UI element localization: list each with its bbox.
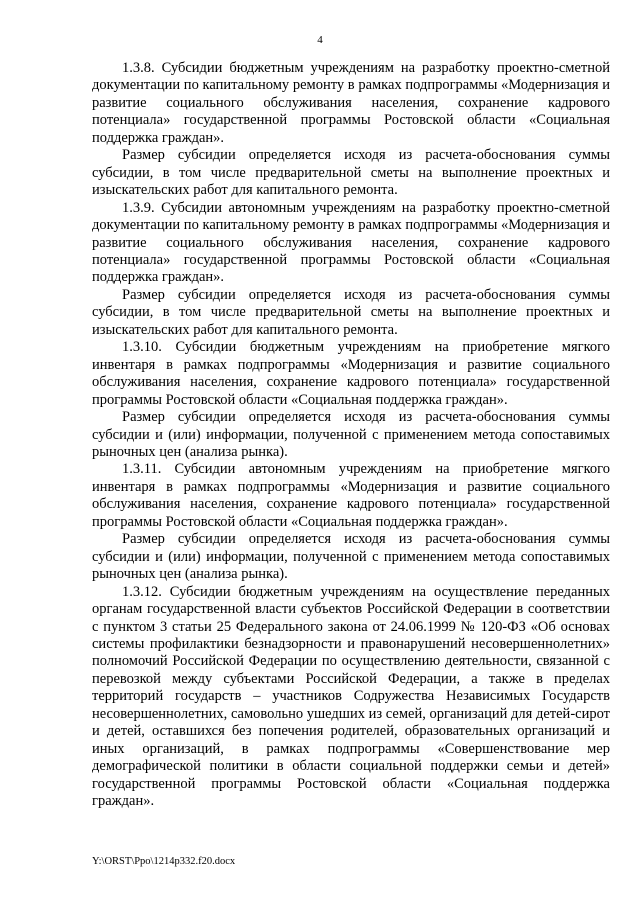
paragraph-1-3-11-subsidy-size: Размер субсидии определяется исходя из расчета-обоснования суммы субсидии и (или) информации, полученной с применением метода сопоставимых рыночных цен (анализа рынка). bbox=[92, 531, 610, 583]
document-body bbox=[92, 60, 610, 810]
paragraph-1-3-8: 1.3.8. Субсидии бюджетным учреждениям на разработку проектно-сметной документации по капитальному ремонту в рамках подпрограммы «Модернизация и развитие социального обслуживания населения, сохранение кадрового потенциала» государственной программы Ростовской области «Социальная поддержка граждан». bbox=[92, 60, 610, 146]
page-number: 4 bbox=[317, 34, 323, 46]
paragraph-1-3-8-subsidy-size: Размер субсидии определяется исходя из расчета-обоснования суммы субсидии, в том числе предварительной сметы на выполнение проектных и изыскательских работ для капитального ремонта. bbox=[92, 147, 610, 199]
paragraph-1-3-12: 1.3.12. Субсидии бюджетным учреждениям на осуществление переданных органам государственной власти субъектов Российской Федерации в соответствии с пунктом 3 статьи 25 Федерального закона от 24.06.1999 № 120-ФЗ «Об основах системы профилактики безнадзорности и правонарушений несовершеннолетних» полномочий Российской Федерации по осуществлению деятельности, связанной с перевозкой между субъектами Российской Федерации, а также в пределах территорий государств – участников Содружества Независимых Государств несовершеннолетних, самовольно ушедших из семей, организаций для детей-сирот и детей, оставшихся без попечения родителей, образовательных организаций и иных организаций, в рамках подпрограммы «Совершенствование мер демографической политики в области социальной поддержки семьи и детей» государственной программы Ростовской области «Социальная поддержка граждан». bbox=[92, 583, 610, 810]
paragraph-1-3-10: 1.3.10. Субсидии бюджетным учреждениям на приобретение мягкого инвентаря в рамках подпрограммы «Модернизация и развитие социального обслуживания населения, сохранение кадрового потенциала» государственной программы Ростовской области «Социальная поддержка граждан». bbox=[92, 339, 610, 408]
paragraph-1-3-9: 1.3.9. Субсидии автономным учреждениям на разработку проектно-сметной документации по капитальному ремонту в рамках подпрограммы «Модернизация и развитие социального обслуживания населения, сохранение кадрового потенциала» государственной программы Ростовской области «Социальная поддержка граждан». bbox=[92, 199, 610, 286]
paragraph-1-3-11: 1.3.11. Субсидии автономным учреждениям на приобретение мягкого инвентаря в рамках подпрограммы «Модернизация и развитие социального обслуживания населения, сохранение кадрового потенциала» государственной программы Ростовской области «Социальная поддержка граждан». bbox=[92, 461, 610, 530]
footer-file-path: Y:\ORST\Ppo\1214p332.f20.docx bbox=[92, 856, 236, 867]
paragraph-1-3-9-subsidy-size: Размер субсидии определяется исходя из расчета-обоснования суммы субсидии, в том числе предварительной сметы на выполнение проектных и изыскательских работ для капитального ремонта. bbox=[92, 286, 610, 338]
paragraph-1-3-10-subsidy-size: Размер субсидии определяется исходя из расчета-обоснования суммы субсидии и (или) информации, полученной с применением метода сопоставимых рыночных цен (анализа рынка). bbox=[92, 409, 610, 460]
